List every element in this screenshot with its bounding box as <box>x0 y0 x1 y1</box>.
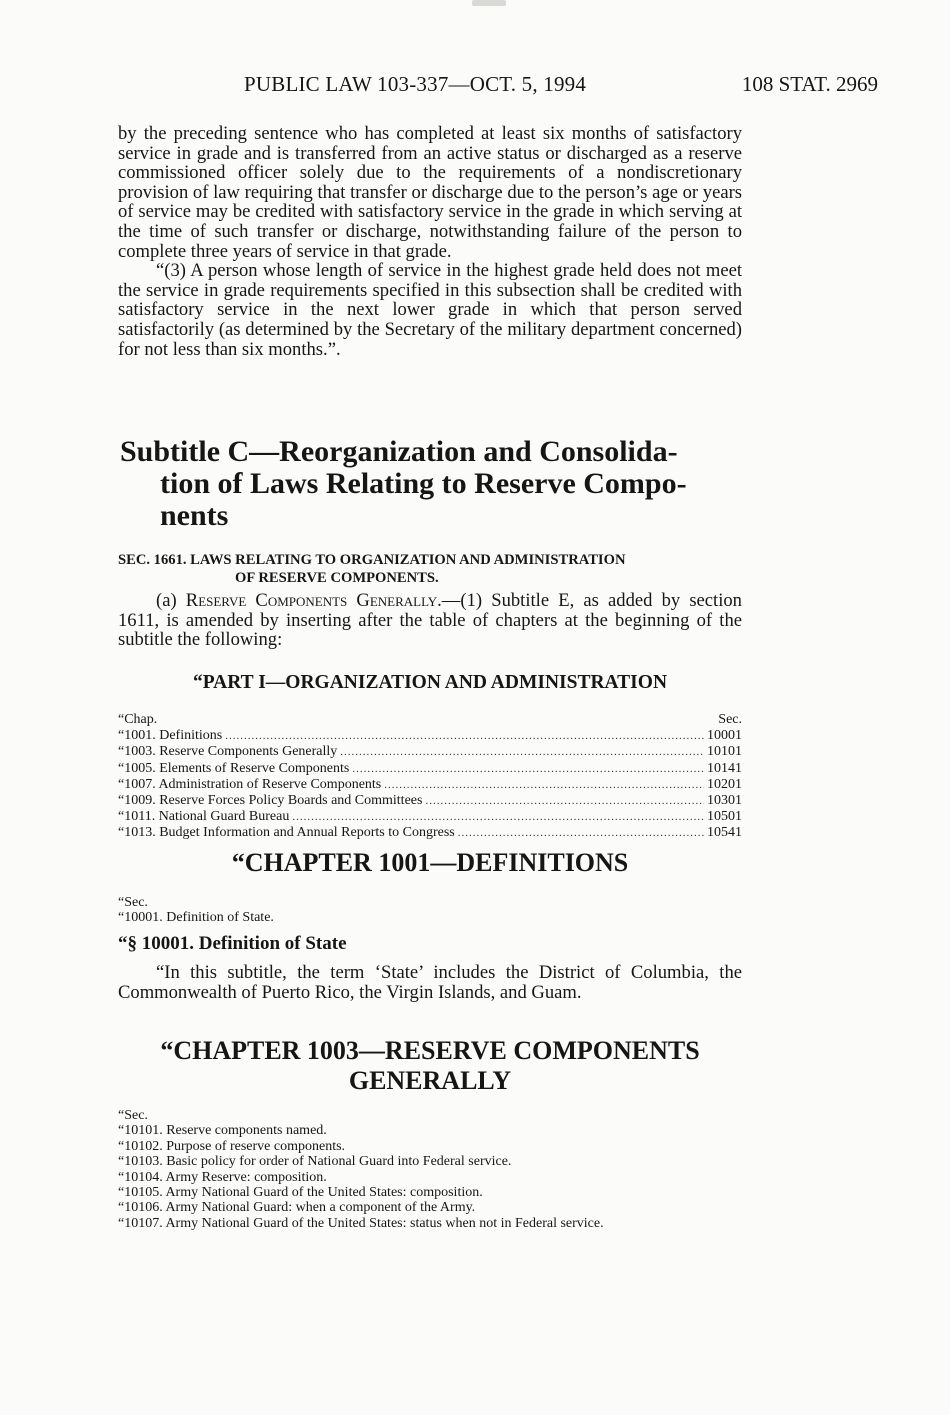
continued-text-block <box>118 124 742 359</box>
running-head <box>0 72 950 102</box>
subsection-a-caption: Reserve Components Generally <box>185 590 438 611</box>
leader-dots <box>384 777 704 793</box>
subtitle-line-2: tion of Laws Relating to Reserve Compo- <box>160 467 687 500</box>
chapter-1003-heading-block <box>118 1036 742 1096</box>
section-column-label: Sec. <box>718 712 742 727</box>
chapter-row-label: “1001. Definitions <box>118 728 223 744</box>
sec-label: “Sec. <box>118 1108 148 1123</box>
subtitle-c-heading <box>118 436 742 532</box>
chapter-1001-heading-block <box>118 848 742 878</box>
chapter-column-label: “Chap. <box>118 712 158 727</box>
leader-dots <box>292 809 704 825</box>
subtitle-line-1: Subtitle C—Reorganization and Consolida- <box>120 435 678 468</box>
chapter-1003-heading-line-1: “CHAPTER 1003—RESERVE COMPONENTS <box>160 1036 700 1065</box>
chapter-1003-section-list <box>118 1108 742 1231</box>
chapter-row-label: “1007. Administration of Reserve Components <box>118 776 382 792</box>
chapter-row-section: 10101 <box>707 744 742 760</box>
chapter-row-section: 10301 <box>707 793 742 809</box>
chapter-row-label: “1009. Reserve Forces Policy Boards and Committees <box>118 793 423 809</box>
chapter-table-row <box>118 777 742 793</box>
chapter-table-row <box>118 793 742 809</box>
subsection-a-text: .—(1) Subtitle E, as added by section 1611, is amended by inserting after the table of chapters at the beginning of the subtitle the following: <box>118 590 742 651</box>
part-i-heading: “PART I—ORGANIZATION AND ADMINISTRATION <box>192 672 668 693</box>
subsection-a-prefix: (a) <box>156 590 186 611</box>
leader-dots <box>225 728 704 744</box>
section-1661-heading <box>118 551 742 587</box>
section-list-item: “10001. Definition of State. <box>118 910 274 926</box>
chapter-table-header <box>118 712 742 728</box>
paragraph-continued: by the preceding sentence who has completed at least six months of satisfactory service in grade and is transferred from an active status or discharged as a reserve commissioned officer solely due to the requirements of a nondiscretionary provision of law requiring that transfer or discharge due to the person’s age or years of service may be credited with satisfactory service in the grade in which serving at the time of such transfer or discharge, notwithstanding failure of the person to complete three years of service in that grade. <box>118 123 742 262</box>
chapter-row-label: “1013. Budget Information and Annual Reports to Congress <box>118 825 455 841</box>
section-list-item: “10104. Army Reserve: composition. <box>118 1169 327 1185</box>
chapter-row-label: “1003. Reserve Components Generally <box>118 744 338 760</box>
chapter-table-row <box>118 825 742 841</box>
running-head-title: PUBLIC LAW 103-337—OCT. 5, 1994 <box>244 72 587 96</box>
section-list-item: “10103. Basic policy for order of National Guard into Federal service. <box>118 1154 512 1170</box>
chapter-row-section: 10001 <box>707 728 742 744</box>
section-list-item: “10107. Army National Guard of the United States: status when not in Federal service. <box>118 1215 604 1231</box>
section-10001-text: “In this subtitle, the term ‘State’ includes the District of Columbia, the Commonwealth of Puerto Rico, the Virgin Islands, and Guam. <box>118 962 742 1003</box>
section-list-item: “10101. Reserve components named. <box>118 1123 327 1139</box>
section-10001 <box>118 933 742 1002</box>
chapter-1003-heading-line-2: GENERALLY <box>348 1066 512 1095</box>
part-i-heading-block <box>118 672 742 694</box>
subsection-a-paragraph <box>118 591 742 650</box>
chapter-table-row <box>118 744 742 760</box>
section-1661 <box>118 551 742 650</box>
chapter-table-row <box>118 728 742 744</box>
section-list-item: “10105. Army National Guard of the United States: composition. <box>118 1185 483 1201</box>
chapter-row-section: 10201 <box>707 776 742 792</box>
section-1661-heading-line-2: OF RESERVE COMPONENTS. <box>235 570 439 586</box>
chapter-1001-section-list <box>118 895 742 926</box>
leader-dots <box>458 825 704 841</box>
scan-artifact <box>472 0 506 6</box>
chapter-1001-heading: “CHAPTER 1001—DEFINITIONS <box>231 848 629 877</box>
leader-dots <box>425 793 704 809</box>
section-list-item: “10102. Purpose of reserve components. <box>118 1138 346 1154</box>
chapter-table-row <box>118 761 742 777</box>
chapter-row-label: “1011. National Guard Bureau <box>118 809 290 825</box>
running-head-stat-page: 108 STAT. 2969 <box>741 72 878 96</box>
leader-dots <box>352 761 704 777</box>
chapter-row-label: “1005. Elements of Reserve Components <box>118 760 350 776</box>
chapter-table <box>118 712 742 842</box>
section-list-item: “10106. Army National Guard: when a component of the Army. <box>118 1200 476 1216</box>
section-10001-heading: “§ 10001. Definition of State <box>118 933 347 954</box>
sec-label: “Sec. <box>118 895 148 910</box>
section-1661-heading-line-1: SEC. 1661. LAWS RELATING TO ORGANIZATION AND ADMINISTRATION <box>118 552 626 568</box>
leader-dots <box>340 744 704 760</box>
chapter-row-section: 10501 <box>707 809 742 825</box>
subtitle-line-3: nents <box>160 499 229 532</box>
chapter-row-section: 10541 <box>707 825 742 841</box>
chapter-1003-heading <box>118 1036 742 1096</box>
chapter-row-section: 10141 <box>707 760 742 776</box>
paragraph-3: “(3) A person whose length of service in the highest grade held does not meet the service in grade requirements specified in this subsection shall be credited with satisfactory service in the next lower grade in which that person served satisfactorily (as determined by the Secretary of the military department concerned) for not less than six months.”. <box>118 260 742 360</box>
chapter-table-row <box>118 809 742 825</box>
